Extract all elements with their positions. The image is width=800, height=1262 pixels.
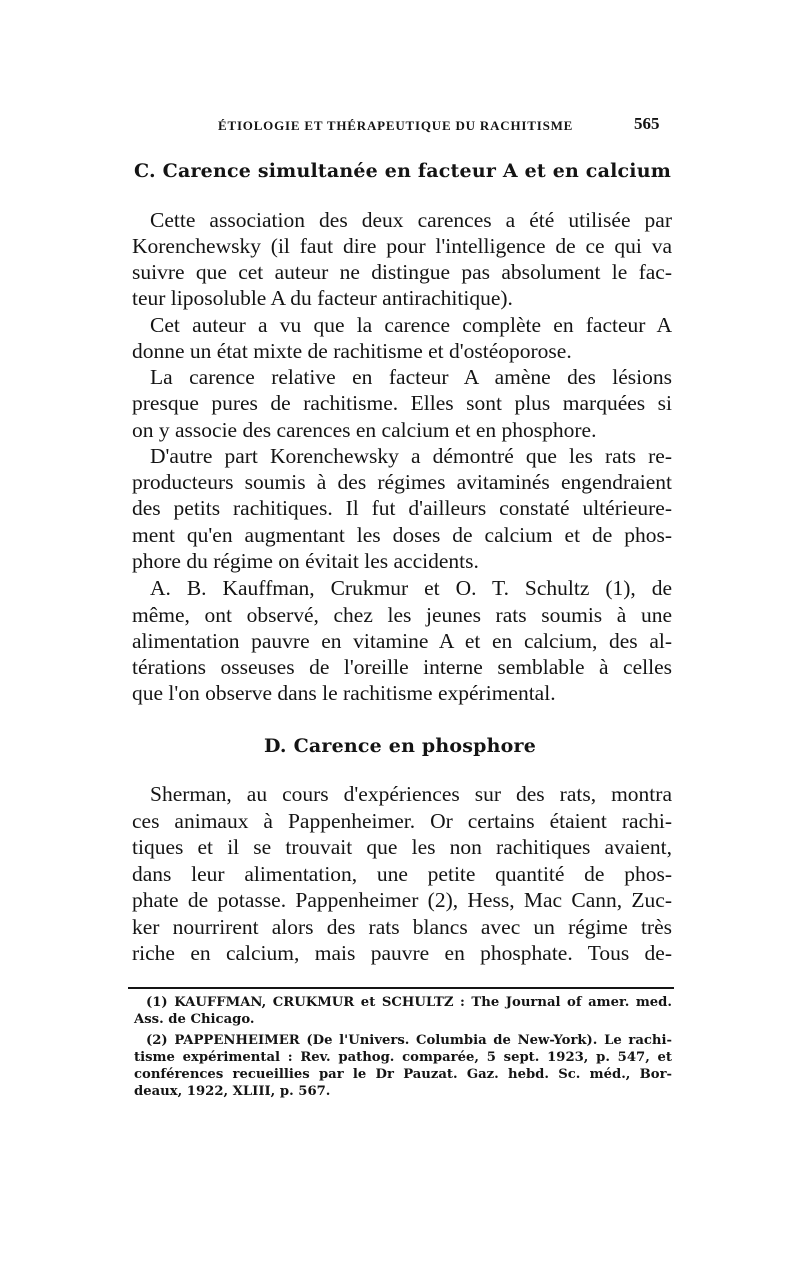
body-line: des petits rachitiques. Il fut d'ailleurs constaté ultérieure- — [132, 496, 672, 520]
footnote-line: tisme expérimental : Rev. pathog. comparée, 5 sept. 1923, p. 547, et — [134, 1050, 672, 1065]
body-line: Sherman, au cours d'expériences sur des rats, montra — [150, 782, 672, 806]
footnote-line: (1) KAUFFMAN, CRUKMUR et SCHULTZ : The Journal of amer. med. — [146, 995, 672, 1010]
body-line: donne un état mixte de rachitisme et d'ostéoporose. — [132, 339, 572, 363]
footnote-line: Ass. de Chicago. — [134, 1012, 255, 1027]
body-line: ment qu'en augmentant les doses de calcium et de phos- — [132, 523, 672, 547]
body-line: tiques et il se trouvait que les non rachitiques avaient, — [132, 835, 672, 859]
footnote-line: (2) PAPPENHEIMER (De l'Univers. Columbia de New-York). Le rachi- — [146, 1033, 672, 1048]
section-c-title: C. Carence simultanée en facteur A et en calcium — [134, 160, 672, 182]
body-line: ces animaux à Pappenheimer. Or certains étaient rachi- — [132, 809, 672, 833]
body-line: térations osseuses de l'oreille interne semblable à celles — [132, 655, 672, 679]
body-line: alimentation pauvre en vitamine A et en calcium, des al- — [132, 629, 672, 653]
body-line: que l'on observe dans le rachitisme expérimental. — [132, 681, 556, 705]
footnote-line: deaux, 1922, XLIII, p. 567. — [134, 1084, 331, 1099]
body-line: phore du régime on évitait les accidents. — [132, 549, 479, 573]
body-line: même, ont observé, chez les jeunes rats soumis à une — [132, 603, 672, 627]
page-number: 565 — [634, 114, 660, 133]
running-head: ÉTIOLOGIE ET THÉRAPEUTIQUE DU RACHITISME — [218, 118, 574, 133]
body-line: Cette association des deux carences a été utilisée par — [150, 208, 672, 232]
body-line: Cet auteur a vu que la carence complète en facteur A — [150, 313, 672, 337]
body-line: ker nourrirent alors des rats blancs avec un régime très — [132, 915, 672, 939]
footnote-line: conférences recueillies par le Dr Pauzat. Gaz. hebd. Sc. méd., Bor- — [134, 1067, 672, 1082]
body-line: on y associe des carences en calcium et en phosphore. — [132, 418, 597, 442]
body-line: riche en calcium, mais pauvre en phosphate. Tous de- — [132, 941, 672, 965]
body-line: dans leur alimentation, une petite quantité de phos- — [132, 862, 672, 886]
body-line: suivre que cet auteur ne distingue pas absolument le fac- — [132, 260, 672, 284]
body-line: La carence relative en facteur A amène des lésions — [150, 365, 672, 389]
body-line: phate de potasse. Pappenheimer (2), Hess, Mac Cann, Zuc- — [132, 888, 672, 912]
section-d-title: D. Carence en phosphore — [263, 735, 537, 757]
body-line: D'autre part Korenchewsky a démontré que les rats re- — [150, 444, 672, 468]
footnote-rule — [128, 987, 674, 989]
body-line: producteurs soumis à des régimes avitaminés engendraient — [132, 470, 672, 494]
body-line: A. B. Kauffman, Crukmur et O. T. Schultz (1), de — [150, 576, 672, 600]
body-line: presque pures de rachitisme. Elles sont plus marquées si — [132, 391, 672, 415]
body-line: teur liposoluble A du facteur antirachitique). — [132, 286, 513, 310]
body-line: Korenchewsky (il faut dire pour l'intelligence de ce qui va — [132, 234, 672, 258]
